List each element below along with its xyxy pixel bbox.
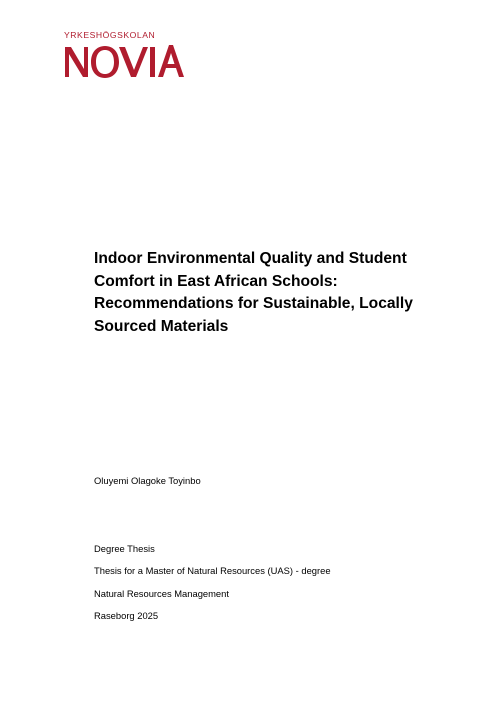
novia-logo — [64, 30, 194, 80]
author-name: Oluyemi Olagoke Toyinbo — [94, 475, 201, 486]
novia-wordmark — [64, 41, 184, 79]
degree-description: Thesis for a Master of Natural Resources (UAS) - degree — [94, 565, 331, 576]
place-and-year: Raseborg 2025 — [94, 610, 159, 621]
logo-superscript: YRKESHÖGSKOLAN — [64, 30, 156, 40]
thesis-type: Degree Thesis — [94, 543, 155, 554]
thesis-title: Indoor Environmental Quality and Student Comfort in East African Schools: Recommendations for Sustainable, Locally Sourced Materials — [94, 250, 413, 335]
degree-programme: Natural Resources Management — [94, 588, 229, 599]
